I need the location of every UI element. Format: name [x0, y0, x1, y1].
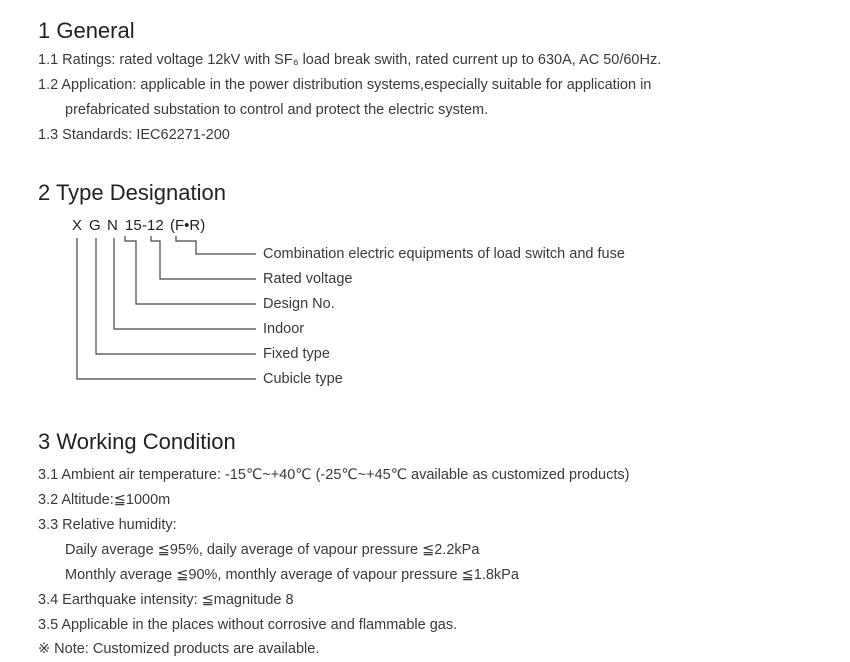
code-rated-voltage: -12: [142, 217, 164, 234]
general-item-ratings: 1.1 Ratings: rated voltage 12kV with SF₆ load break swith, rated current up to 630A, AC 50/60Hz.: [38, 52, 662, 68]
code-design-no: 15: [125, 217, 142, 234]
code-letter-n: N: [107, 217, 118, 234]
working-item-earthquake: 3.4 Earthquake intensity: ≦magnitude 8: [38, 592, 294, 608]
section-type-heading: 2 Type Designation: [38, 180, 226, 205]
label-design-no: Design No.: [263, 296, 335, 312]
code-letter-g: G: [89, 217, 101, 234]
working-item-note: ※ Note: Customized products are available.: [38, 641, 320, 657]
line-indoor: [114, 238, 256, 329]
label-fixed-type: Fixed type: [263, 346, 330, 362]
label-cubicle-type: Cubicle type: [263, 371, 343, 387]
label-indoor: Indoor: [263, 321, 305, 337]
general-item-standards: 1.3 Standards: IEC62271-200: [38, 127, 230, 143]
section-working-heading: 3 Working Condition: [38, 429, 236, 454]
working-item-altitude: 3.2 Altitude:≦1000m: [38, 492, 171, 508]
working-item-humidity: 3.3 Relative humidity:: [38, 517, 177, 533]
line-combination: [176, 236, 256, 254]
line-rated-voltage: [151, 236, 256, 279]
label-rated-voltage: Rated voltage: [263, 271, 353, 287]
label-combination: Combination electric equipments of load switch and fuse: [263, 246, 625, 262]
general-item-application-cont: prefabricated substation to control and protect the electric system.: [65, 102, 489, 118]
line-fixed-type: [96, 238, 256, 354]
section-general-heading: 1 General: [38, 18, 135, 43]
code-letter-x: X: [72, 217, 83, 234]
working-item-environment: 3.5 Applicable in the places without corrosive and flammable gas.: [38, 617, 458, 633]
general-item-application: 1.2 Application: applicable in the power distribution systems,especially suitable for application in: [38, 77, 652, 93]
line-cubicle-type: [77, 238, 256, 379]
working-item-temperature: 3.1 Ambient air temperature: -15℃~+40℃ (-25℃~+45℃ available as customized products): [38, 467, 630, 483]
line-design-no: [125, 236, 256, 304]
code-combination: (F•R): [170, 217, 206, 234]
working-item-humidity-monthly: Monthly average ≦90%, monthly average of vapour pressure ≦1.8kPa: [65, 567, 519, 583]
working-item-humidity-daily: Daily average ≦95%, daily average of vapour pressure ≦2.2kPa: [65, 542, 480, 558]
